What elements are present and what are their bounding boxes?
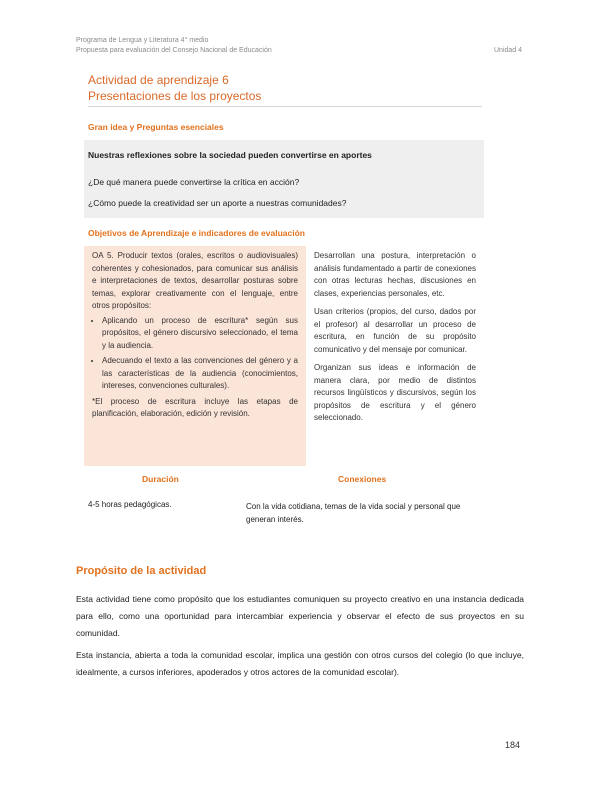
page-number: 184 bbox=[505, 740, 521, 750]
essential-question-1: ¿De qué manera puede convertirse la crítica en acción? bbox=[88, 177, 300, 187]
activity-heading bbox=[88, 72, 261, 104]
purpose-title: Propósito de la actividad bbox=[76, 565, 207, 577]
connections-label: Conexiones bbox=[338, 474, 387, 484]
oa-bullet-2: • Adecuando el texto a las convenciones del género y a las características de la audiencia (conocimientos, intereses, convenciones culturales). bbox=[102, 355, 298, 393]
title-divider bbox=[88, 106, 482, 107]
oa-content bbox=[92, 250, 298, 421]
purpose-paragraph-2: Esta instancia, abierta a toda la comunidad escolar, implica una gestión con otros cursos del colegio (lo que incluye, idealmente, a cursos inferiores, apoderados y otros actores de la comunidad escolar). bbox=[76, 650, 524, 677]
indicator-1: Desarrollan una postura, interpretación o análisis fundamentado a partir de conexiones con otras lecturas hechas, discusiones en clases, experiencias personales, etc. bbox=[314, 251, 476, 298]
big-idea-label: Gran idea y Preguntas esenciales bbox=[88, 122, 224, 132]
indicator-3: Organizan sus ideas e información de manera clara, por medio de distintos recursos lingüísticos y discursivos, según los propósitos de escritura y el género seleccionado. bbox=[314, 363, 476, 422]
oa-footnote: *El proceso de escritura incluye las etapas de planificación, elaboración, edición y revisión. bbox=[92, 396, 298, 418]
indicator-2: Usan criterios (propios, del curso, dados por el profesor) al desarrollar un proceso de escritura, en función de su propósito comunicativo y del mensaje por comunicar. bbox=[314, 307, 476, 354]
oa-statement: OA 5. Producir textos (orales, escritos o audiovisuales) coherentes y cohesionados, para comunicar sus análisis e interpretaciones de textos, desarrollar posturas sobre temas, explorar creativamente con el lenguaje, entre otros propósitos: bbox=[92, 251, 298, 310]
essential-question-2: ¿Cómo puede la creatividad ser un aporte a nuestras comunidades? bbox=[88, 198, 347, 208]
connections-value: Con la vida cotidiana, temas de la vida social y personal que generan interés. bbox=[246, 502, 461, 524]
header-unit: Unidad 4 bbox=[494, 47, 523, 54]
activity-subtitle: Presentaciones de los proyectos bbox=[88, 89, 262, 103]
indicators bbox=[314, 250, 476, 431]
objectives-label: Objetivos de Aprendizaje e indicadores de evaluación bbox=[88, 228, 305, 238]
oa-bullets bbox=[92, 315, 298, 393]
duration-value: 4-5 horas pedagógicas. bbox=[88, 500, 172, 509]
header-program: Programa de Lengua y Literatura 4° medio bbox=[76, 37, 209, 44]
activity-title: Actividad de aprendizaje 6 bbox=[88, 73, 229, 87]
big-idea-statement: Nuestras reflexiones sobre la sociedad pueden convertirse en aportes bbox=[88, 150, 372, 160]
purpose-paragraph-1: Esta actividad tiene como propósito que los estudiantes comuniquen su proyecto creativo en una instancia dedicada para ello, como una oportunidad para intercambiar experiencia y observar el efecto de sus proyectos en su comunidad. bbox=[76, 594, 524, 638]
duration-label: Duración bbox=[142, 474, 179, 484]
oa-bullet-1: • Aplicando un proceso de escritura* según sus propósitos, el género discursivo seleccionado, el tema y la audiencia. bbox=[102, 315, 298, 353]
header-proposal: Propuesta para evaluación del Consejo Nacional de Educación bbox=[76, 47, 272, 54]
